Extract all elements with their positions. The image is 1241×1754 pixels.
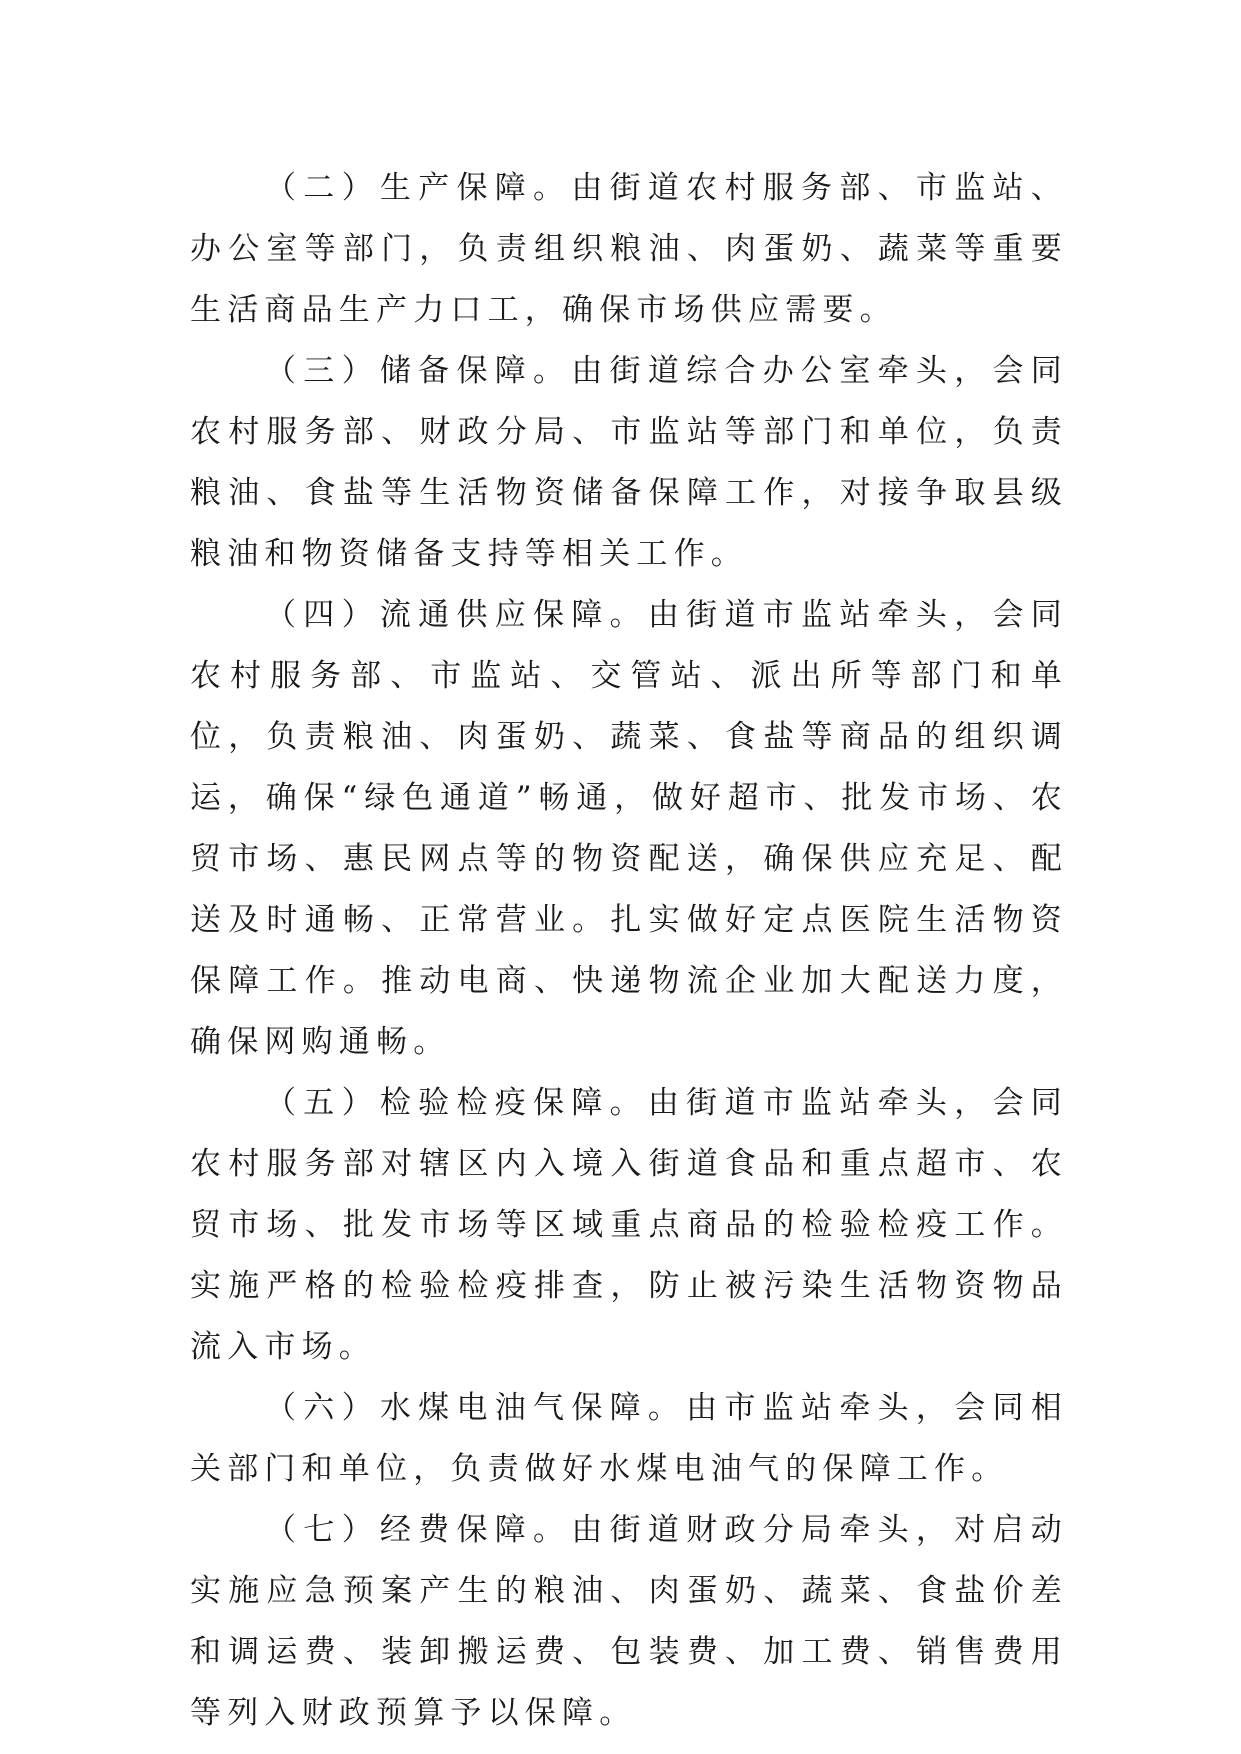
paragraph-inspection-quarantine-guarantee: （五）检验检疫保障。由街道市监站牵头，会同农村服务部对辖区内入境入街道食品和重点超市、农贸市场、批发市场等区域重点商品的检验检疫工作。实施严格的检验检疫排查，防止被污染生活物资物品流入市场。 bbox=[190, 1085, 1068, 1365]
document-body bbox=[190, 158, 1068, 1744]
paragraph-reserve-guarantee: （三）储备保障。由街道综合办公室牵头，会同农村服务部、财政分局、市监站等部门和单位，负责粮油、食盐等生活物资储备保障工作，对接争取县级粮油和物资储备支持等相关工作。 bbox=[190, 353, 1068, 572]
paragraph-production-guarantee: （二）生产保障。由街道农村服务部、市监站、办公室等部门，负责组织粮油、肉蛋奶、蔬菜等重要生活商品生产力口工，确保市场供应需要。 bbox=[190, 170, 1068, 328]
paragraph-utilities-guarantee: （六）水煤电油气保障。由市监站牵头，会同相关部门和单位，负责做好水煤电油气的保障工作。 bbox=[190, 1390, 1068, 1487]
paragraph-circulation-supply-guarantee: （四）流通供应保障。由街道市监站牵头，会同农村服务部、市监站、交管站、派出所等部门和单位，负责粮油、肉蛋奶、蔬菜、食盐等商品的组织调运，确保“绿色通道”畅通，做好超市、批发市场、农贸市场、惠民网点等的物资配送，确保供应充足、配送及时通畅、正常营业。扎实做好定点医院生活物资保障工作。推动电商、快递物流企业加大配送力度，确保网购通畅。 bbox=[190, 597, 1068, 1060]
paragraph-funding-guarantee: （七）经费保障。由街道财政分局牵头，对启动实施应急预案产生的粮油、肉蛋奶、蔬菜、食盐价差和调运费、装卸搬运费、包装费、加工费、销售费用等列入财政预算予以保障。 bbox=[190, 1512, 1068, 1731]
